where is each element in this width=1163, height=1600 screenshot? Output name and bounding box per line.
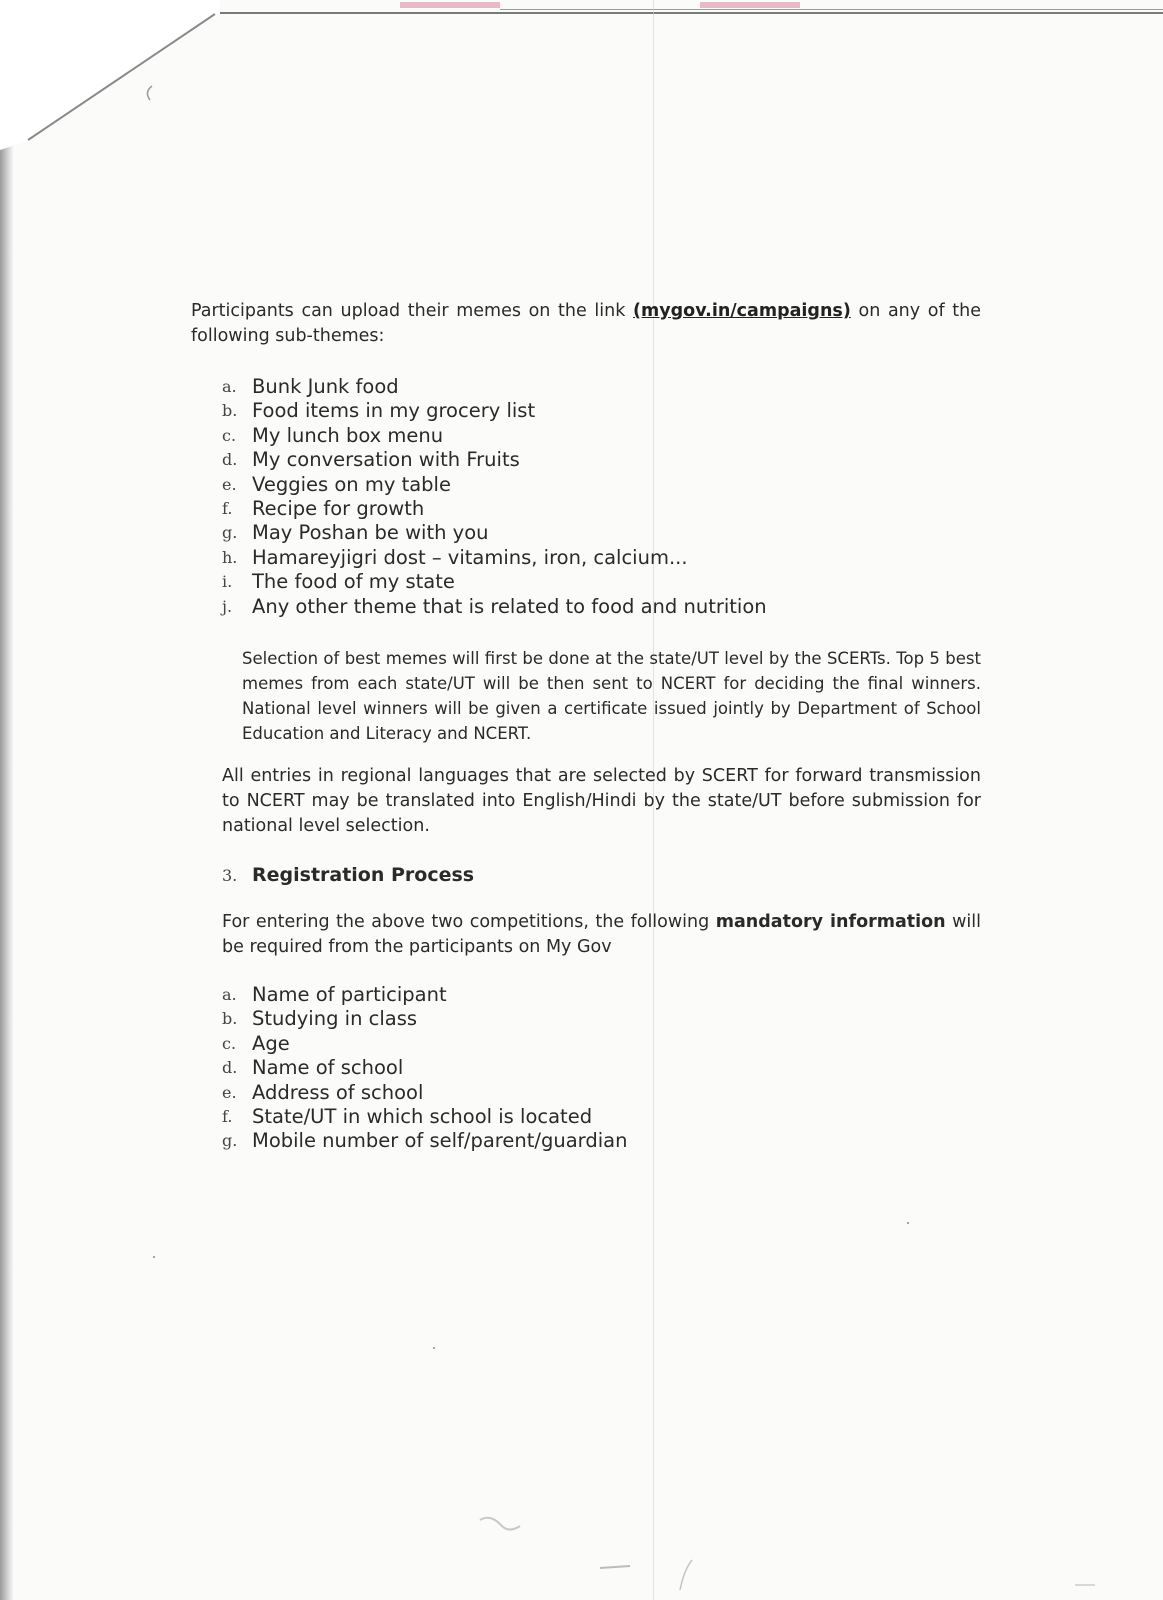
list-item-text: Name of school <box>252 1056 404 1080</box>
list-marker: c. <box>222 425 237 445</box>
intro-text-end: on any of the following sub-themes: <box>191 301 981 346</box>
regional-languages-paragraph: All entries in regional languages that are selected by SCERT for forward transmission to NCERT may be translated into English/Hindi by the state/UT before submission for national level selection. <box>222 766 981 836</box>
registration-bold-text: mandatory information <box>715 912 946 932</box>
list-marker: d. <box>222 1058 238 1078</box>
list-item-text: My lunch box menu <box>252 423 444 447</box>
list-item-text: May Poshan be with you <box>252 521 489 545</box>
intro-text: Participants can upload their memes on the link <box>191 301 634 321</box>
list-marker: f. <box>222 1107 233 1127</box>
section-number: 3. <box>222 866 238 885</box>
list-marker: a. <box>222 377 237 396</box>
list-item-text: Recipe for growth <box>252 497 425 521</box>
list-marker: c. <box>222 1033 237 1053</box>
list-marker: d. <box>222 450 238 470</box>
list-marker: i. <box>222 572 233 592</box>
list-marker: j. <box>222 596 233 616</box>
list-item-text: Food items in my grocery list <box>252 399 536 423</box>
registration-text: For entering the above two competitions, the following <box>222 912 716 932</box>
list-marker: h. <box>222 547 238 567</box>
section-title: Registration Process <box>252 864 475 886</box>
list-item-text: Any other theme that is related to food and nutrition <box>252 594 767 618</box>
list-item-text: Hamareyjigri dost – vitamins, iron, calcium... <box>252 545 688 569</box>
list-item-text: State/UT in which school is located <box>252 1105 593 1129</box>
list-item-text: Mobile number of self/parent/guardian <box>252 1129 628 1153</box>
list-item-text: Age <box>252 1031 290 1055</box>
list-item-text: Studying in class <box>252 1007 418 1031</box>
list-marker: e. <box>222 1082 237 1102</box>
list-item-text: Veggies on my table <box>252 472 451 496</box>
selection-paragraph: Selection of best memes will first be done at the state/UT level by the SCERTs. Top 5 best memes from each state/UT will be then sent to NCERT for deciding the final winners. National level winners will be given a certificate issued jointly by Department of School Education and Literacy and NCERT. <box>242 649 981 743</box>
campaign-link[interactable]: (mygov.in/campaigns) <box>633 301 851 321</box>
list-item-text: My conversation with Fruits <box>252 448 520 472</box>
registration-text-end: will be required from the participants on My Gov <box>222 912 981 957</box>
list-marker: b. <box>222 401 238 421</box>
list-marker: g. <box>222 523 238 543</box>
list-item-text: The food of my state <box>252 570 455 594</box>
list-item-text: Name of participant <box>252 983 447 1006</box>
list-marker: a. <box>222 985 237 1004</box>
list-marker: f. <box>222 499 233 519</box>
list-item-text: Bunk Junk food <box>252 375 399 398</box>
list-marker: e. <box>222 474 237 494</box>
list-item-text: Address of school <box>252 1080 424 1104</box>
list-marker: b. <box>222 1009 238 1029</box>
list-marker: g. <box>222 1131 238 1151</box>
